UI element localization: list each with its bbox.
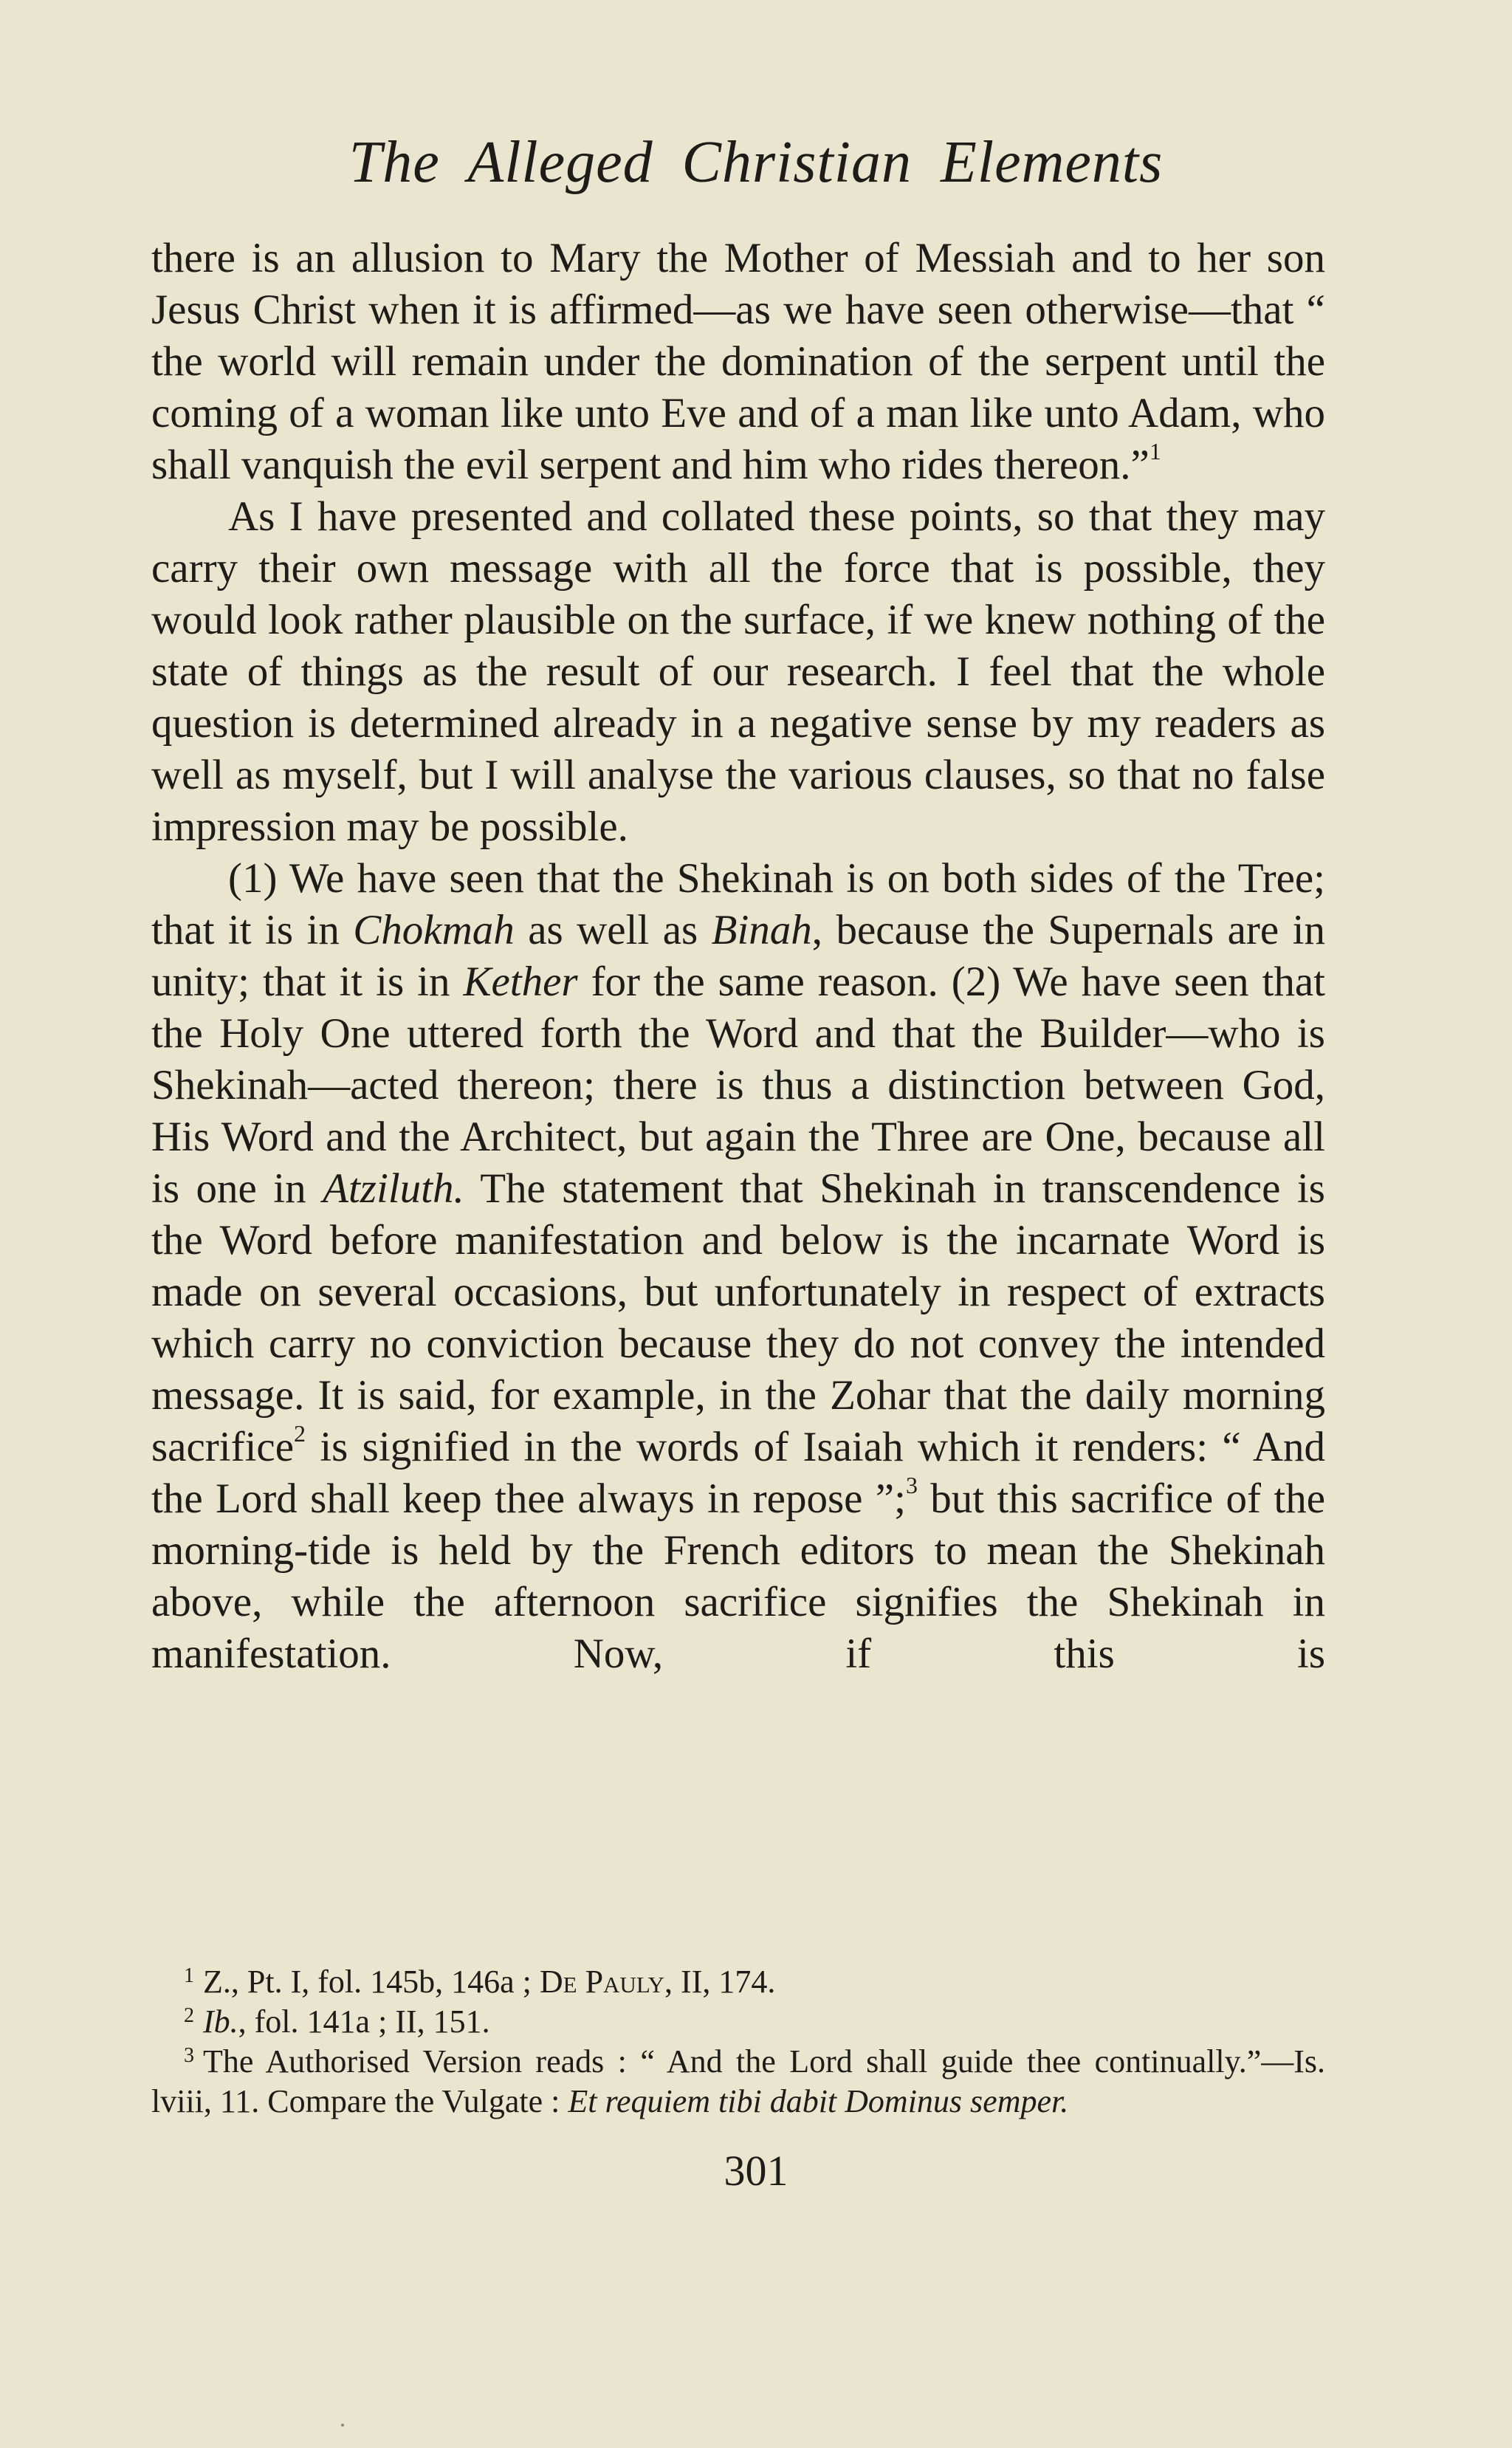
running-head: The Alleged Christian Elements (348, 130, 1164, 195)
small-caps-text: De Pauly (539, 1964, 665, 2000)
italic-text: Atziluth. (323, 1165, 464, 1212)
footnote-1 (151, 1964, 1325, 2004)
text-run: is signified in the words of Isaiah which it renders: “ And the Lord shall keep thee always in repose ”; (151, 1424, 1325, 1522)
text-run: as well as (514, 907, 712, 953)
text-run: for the same reason. (2) We have seen that the Holy One uttered forth the Word and that the Builder—who is Shekinah—acted thereon; there is thus a distinction between God, His Word and the Architect, but again the Three are One, because all is one in (151, 959, 1325, 1212)
text-run: As I have presented and collated these points, so that they may carry their own message with all the force that is possible, they would look rather plausible on the surface, if we knew nothing of the state of things as the result of our research. I feel that the whole question is determined already in a negative sense by my readers as well as myself, but I will analyse the various clauses, so that no false impression may be possible. (151, 493, 1325, 850)
italic-text: Binah (711, 907, 812, 953)
text-run: , II, 174. (664, 1964, 776, 2000)
paragraph-3 (151, 853, 1325, 1680)
text-run: The statement that Shekinah in transcendence is the Word before manifestation and below is the incarnate Word is made on several occasions, but unfortunately in respect of extracts which carry no conviction because they do not convey the intended message. It is said, for example, in the Zohar that the daily morning sacrifice (151, 1165, 1325, 1470)
footnote-ref: 1 (1149, 438, 1161, 464)
footnote-mark: 1 (184, 1964, 194, 1987)
footnotes (151, 1964, 1325, 2119)
text-run: but this sacrifice of the morning-tide is held by the French editors to mean the Shekinah above, while the afternoon sacrifice signifies the Shekinah in manifestation. Now, if this is (151, 1475, 1326, 1677)
body-text (151, 233, 1325, 1680)
text-run: , because the Supernals are in unity; that it is in (151, 907, 1325, 1005)
italic-text: Et requiem tibi dabit Dominus semper. (568, 2083, 1069, 2119)
italic-text: Ib. (203, 2003, 238, 2040)
page-number: 301 (724, 2147, 788, 2195)
paragraph-2 (151, 491, 1325, 853)
text-run: , fol. 141a ; II, 151. (238, 2003, 490, 2040)
footnote-ref: 2 (294, 1420, 306, 1447)
text-run: (1) We have seen that the Shekinah is on both sides of the Tree; that it is in (151, 855, 1325, 953)
text-run: The Authorised Version reads : “ And the Lord shall guide thee continually.”—Is. lviii, 11. Compare the Vulgate : (151, 2043, 1325, 2119)
text-run: Z., Pt. I, fol. 145b, 146a ; (203, 1964, 540, 2000)
italic-text: Chokmah (353, 907, 515, 953)
footnote-3 (151, 2044, 1325, 2119)
paragraph-1 (151, 233, 1325, 491)
footnote-ref: 3 (905, 1472, 918, 1498)
text-run: there is an allusion to Mary the Mother of Messiah and to her son Jesus Christ when it is affirmed—as we have seen otherwise—that “ the world will remain under the domination of the serpent until the coming of a woman like unto Eve and of a man like unto Adam, who shall vanquish the evil serpent and him who rides thereon.” (151, 235, 1325, 488)
footnote-mark: 3 (184, 2044, 194, 2067)
footnote-2 (151, 2004, 1325, 2044)
paper-speck (341, 2424, 344, 2427)
footnote-mark: 2 (184, 2004, 194, 2027)
italic-text: Kether (463, 959, 578, 1005)
